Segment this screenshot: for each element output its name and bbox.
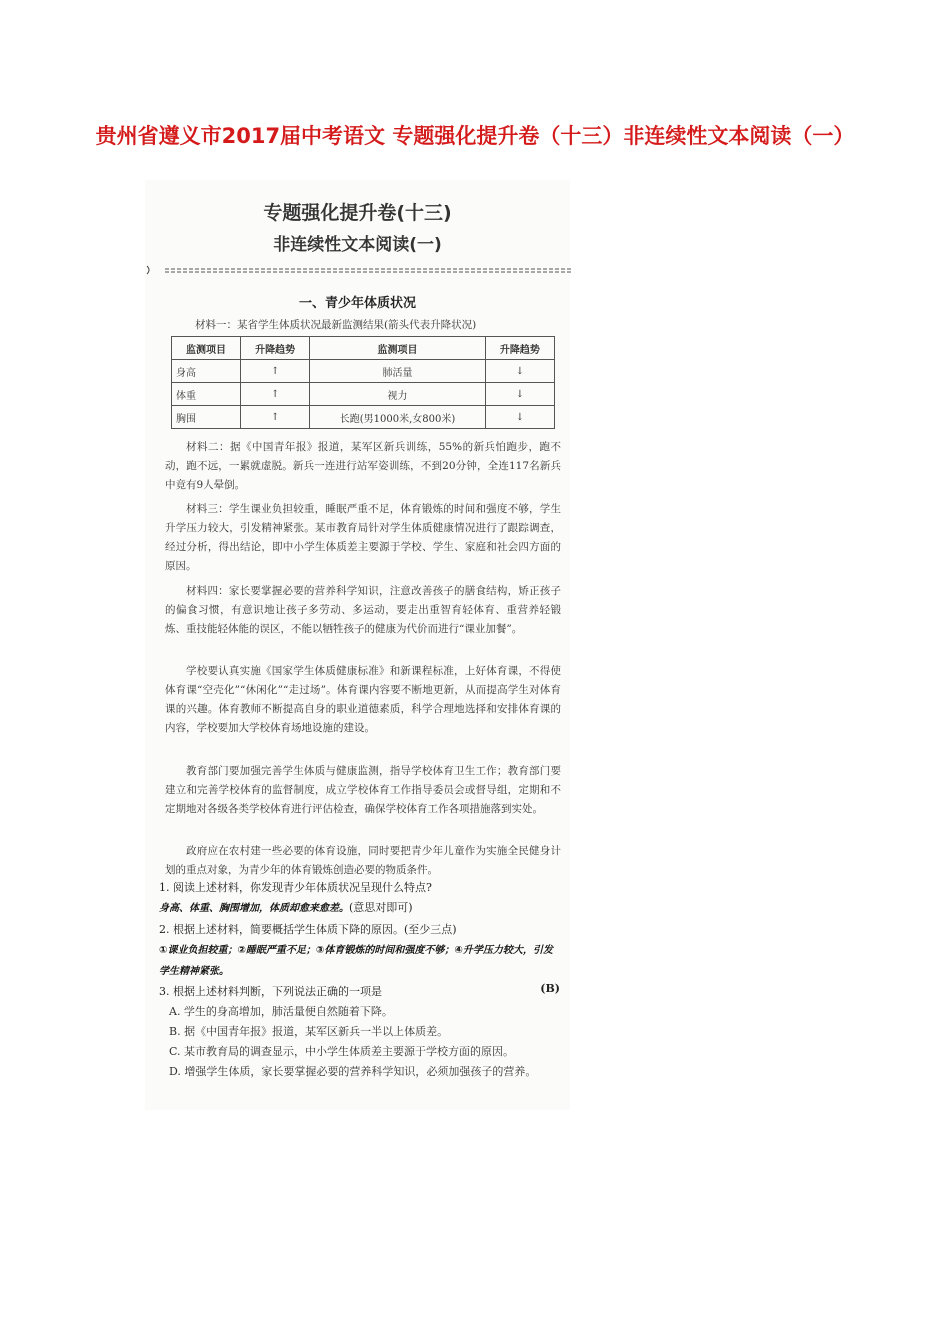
table-cell: 体重 [172,383,241,406]
material-3: 材料三：学生课业负担较重，睡眠严重不足，体育锻炼的时间和强度不够，学生升学压力较大，引发精神紧张。某市教育局针对学生体质健康情况进行了跟踪调查，经过分析，得出结论，即中小学生体质差主要源于学校、学生、家庭和社会四方面的原因。 [165,503,561,572]
wavy-divider [145,264,575,276]
paper-subtitle: 非连续性文本阅读(一) [273,235,442,255]
table-cell: 长跑(男1000米,女800米) [310,406,486,429]
education-dept-paragraph: 教育部门要加强完善学生体质与健康监测，指导学校体育卫生工作；教育部门要建立和完善学校体育的监督制度，成立学校体育工作指导委员会或督导组，定期和不定期地对各级各类学校体育进行评估检查，确保学校体育工作各项措施落到实处。 [165,765,561,815]
document-title: 贵州省遵义市2017届中考语文 专题强化提升卷（十三）非连续性文本阅读（一） [95,124,855,148]
table-header-cell: 监测项目 [172,337,241,360]
question-3: 3. 根据上述材料判断，下列说法正确的一项是 [159,985,382,998]
option-a: A. 学生的身高增加，肺活量便自然随着下降。 [169,1005,393,1018]
table-header-cell: 升降趋势 [241,337,310,360]
table-row [172,360,555,383]
trend-arrow: ↓ [485,383,554,406]
question-2: 2. 根据上述材料，简要概括学生体质下降的原因。(至少三点) [159,923,457,936]
answer-1-note: (意思对即可) [349,901,413,914]
trend-arrow: ↑ [241,383,310,406]
option-d: D. 增强学生体质，家长要掌握必要的营养科学知识，必须加强孩子的营养。 [169,1065,537,1078]
trend-arrow: ↓ [485,406,554,429]
option-b: B. 据《中国青年报》报道，某军区新兵一半以上体质差。 [169,1025,449,1038]
table-row [172,406,555,429]
scanned-exam-page [145,180,570,1110]
material-2: 材料二：据《中国青年报》报道，某军区新兵训练，55%的新兵怕跑步，跑不动，跑不远，一累就虚脱。新兵一连进行站军姿训练，不到20分钟，全连117名新兵中竟有9人晕倒。 [165,441,561,491]
school-paragraph: 学校要认真实施《国家学生体质健康标准》和新课程标准，上好体育课，不得使体育课“空壳化”“休闲化”“走过场”。体育课内容要不断地更新，从而提高学生对体育课的兴趣。体育教师不断提高自身的职业道德素质，科学合理地选择和安排体育课的内容，学校要加大学校体育场地设施的建设。 [165,665,561,734]
question-3-answer: (B) [540,982,560,995]
table-cell: 胸围 [172,406,241,429]
table-cell: 视力 [310,383,486,406]
fitness-monitoring-table [171,336,555,429]
paper-title: 专题强化提升卷(十三) [263,202,452,224]
trend-arrow: ↑ [241,406,310,429]
answer-1-text: 身高、体重、胸围增加，体质却愈来愈差。 [159,903,349,914]
answer-2: ①课业负担较重；②睡眠严重不足；③体育锻炼的时间和强度不够；④升学压力较大，引发学生精神紧张。 [159,945,553,977]
material-1-caption: 材料一：某省学生体质状况最新监测结果(箭头代表升降状况) [195,319,477,331]
trend-arrow: ↓ [485,360,554,383]
section-title: 一、青少年体质状况 [298,296,416,311]
answer-1 [159,898,559,919]
table-cell: 肺活量 [310,360,486,383]
table-row [172,383,555,406]
option-c: C. 某市教育局的调查显示，中小学生体质差主要源于学校方面的原因。 [169,1045,515,1058]
question-1: 1. 阅读上述材料，你发现青少年体质状况呈现什么特点? [159,881,432,894]
table-header-row [172,337,555,360]
trend-arrow: ↑ [241,360,310,383]
material-4: 材料四：家长要掌握必要的营养科学知识，注意改善孩子的膳食结构，矫正孩子的偏食习惯，有意识地让孩子多劳动、多运动，要走出重智育轻体育、重营养轻锻炼、重技能轻体能的误区，不能以牺牲孩子的健康为代价而进行“课业加餐”。 [165,585,561,635]
table-header-cell: 监测项目 [310,337,486,360]
table-cell: 身高 [172,360,241,383]
government-paragraph: 政府应在农村建一些必要的体育设施，同时要把青少年儿童作为实施全民健身计划的重点对象，为青少年的体育锻炼创造必要的物质条件。 [165,845,561,876]
table-header-cell: 升降趋势 [485,337,554,360]
